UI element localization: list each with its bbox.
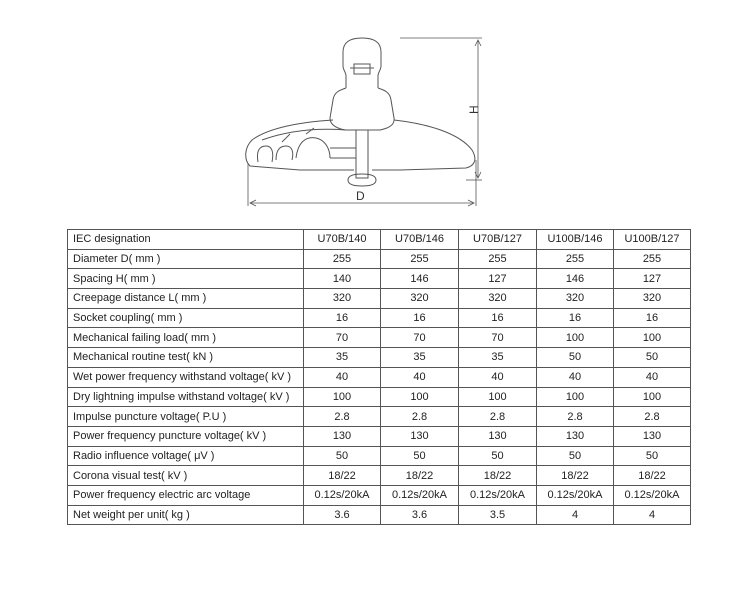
value-cell: 100	[459, 387, 537, 407]
value-cell: 130	[304, 426, 381, 446]
value-cell: 0.12s/20kA	[381, 485, 459, 505]
value-cell: 2.8	[614, 407, 691, 427]
value-cell: 2.8	[537, 407, 614, 427]
table-row	[68, 249, 691, 269]
value-cell: 40	[381, 367, 459, 387]
value-cell: 18/22	[459, 466, 537, 486]
table-row	[68, 348, 691, 368]
value-cell: 35	[304, 348, 381, 368]
value-cell: 255	[381, 249, 459, 269]
table-row	[68, 466, 691, 486]
value-cell: 18/22	[381, 466, 459, 486]
value-cell: 50	[537, 446, 614, 466]
value-cell: 3.5	[459, 505, 537, 525]
value-cell: 320	[381, 289, 459, 309]
model-header-cell: U70B/127	[459, 230, 537, 250]
value-cell: 50	[614, 348, 691, 368]
value-cell: 130	[614, 426, 691, 446]
model-header-cell: U100B/127	[614, 230, 691, 250]
height-dimension-label: H	[467, 105, 481, 114]
table-row	[68, 308, 691, 328]
row-label-cell: Wet power frequency withstand voltage( kV )	[68, 367, 304, 387]
diameter-dimension-label: D	[356, 189, 365, 203]
value-cell: 50	[614, 446, 691, 466]
cap-socket	[354, 64, 370, 74]
table-row	[68, 269, 691, 289]
value-cell: 127	[614, 269, 691, 289]
value-cell: 2.8	[459, 407, 537, 427]
value-cell: 16	[459, 308, 537, 328]
value-cell: 320	[459, 289, 537, 309]
table-row	[68, 426, 691, 446]
value-cell: 18/22	[537, 466, 614, 486]
table-row	[68, 328, 691, 348]
value-cell: 0.12s/20kA	[614, 485, 691, 505]
value-cell: 40	[459, 367, 537, 387]
table-row	[68, 485, 691, 505]
value-cell: 140	[304, 269, 381, 289]
value-cell: 35	[381, 348, 459, 368]
value-cell: 146	[381, 269, 459, 289]
value-cell: 0.12s/20kA	[537, 485, 614, 505]
value-cell: 16	[614, 308, 691, 328]
value-cell: 100	[614, 328, 691, 348]
row-label-cell: Radio influence voltage( μV )	[68, 446, 304, 466]
value-cell: 2.8	[304, 407, 381, 427]
row-label-cell: Mechanical failing load( mm )	[68, 328, 304, 348]
insulator-bell	[330, 88, 394, 130]
value-cell: 255	[459, 249, 537, 269]
value-cell: 70	[459, 328, 537, 348]
table-row	[68, 387, 691, 407]
value-cell: 50	[537, 348, 614, 368]
header-label-cell: IEC designation	[68, 230, 304, 250]
row-label-cell: Power frequency puncture voltage( kV )	[68, 426, 304, 446]
value-cell: 70	[304, 328, 381, 348]
value-cell: 18/22	[614, 466, 691, 486]
value-cell: 127	[459, 269, 537, 289]
insulator-pin	[356, 130, 368, 178]
row-label-cell: Mechanical routine test( kN )	[68, 348, 304, 368]
row-label-cell: Net weight per unit( kg )	[68, 505, 304, 525]
value-cell: 2.8	[381, 407, 459, 427]
model-header-cell: U70B/140	[304, 230, 381, 250]
value-cell: 3.6	[381, 505, 459, 525]
model-header-cell: U70B/146	[381, 230, 459, 250]
value-cell: 255	[537, 249, 614, 269]
table-row	[68, 289, 691, 309]
value-cell: 16	[537, 308, 614, 328]
value-cell: 320	[614, 289, 691, 309]
table-header-row	[68, 230, 691, 250]
value-cell: 4	[537, 505, 614, 525]
row-label-cell: Power frequency electric arc voltage	[68, 485, 304, 505]
row-label-cell: Socket coupling( mm )	[68, 308, 304, 328]
value-cell: 35	[459, 348, 537, 368]
value-cell: 255	[614, 249, 691, 269]
pin-ball	[348, 174, 376, 186]
table-row	[68, 407, 691, 427]
value-cell: 130	[537, 426, 614, 446]
row-label-cell: Impulse puncture voltage( P.U )	[68, 407, 304, 427]
insulator-cap	[343, 38, 381, 88]
value-cell: 40	[304, 367, 381, 387]
value-cell: 50	[459, 446, 537, 466]
value-cell: 100	[304, 387, 381, 407]
value-cell: 40	[614, 367, 691, 387]
table-row	[68, 505, 691, 525]
value-cell: 320	[304, 289, 381, 309]
value-cell: 40	[537, 367, 614, 387]
table-row	[68, 367, 691, 387]
value-cell: 100	[537, 387, 614, 407]
insulator-drawing	[0, 0, 750, 225]
insulator-shed	[246, 120, 475, 170]
shed-ribs	[257, 129, 346, 162]
value-cell: 130	[381, 426, 459, 446]
value-cell: 255	[304, 249, 381, 269]
value-cell: 3.6	[304, 505, 381, 525]
value-cell: 4	[614, 505, 691, 525]
value-cell: 320	[537, 289, 614, 309]
row-label-cell: Spacing H( mm )	[68, 269, 304, 289]
value-cell: 70	[381, 328, 459, 348]
value-cell: 16	[304, 308, 381, 328]
row-label-cell: Diameter D( mm )	[68, 249, 304, 269]
row-label-cell: Dry lightning impulse withstand voltage( kV )	[68, 387, 304, 407]
row-label-cell: Corona visual test( kV )	[68, 466, 304, 486]
value-cell: 50	[304, 446, 381, 466]
spec-table	[67, 229, 691, 525]
row-label-cell: Creepage distance L( mm )	[68, 289, 304, 309]
value-cell: 146	[537, 269, 614, 289]
value-cell: 0.12s/20kA	[304, 485, 381, 505]
value-cell: 100	[537, 328, 614, 348]
value-cell: 100	[614, 387, 691, 407]
value-cell: 50	[381, 446, 459, 466]
model-header-cell: U100B/146	[537, 230, 614, 250]
value-cell: 130	[459, 426, 537, 446]
table-row	[68, 446, 691, 466]
value-cell: 0.12s/20kA	[459, 485, 537, 505]
value-cell: 16	[381, 308, 459, 328]
value-cell: 100	[381, 387, 459, 407]
value-cell: 18/22	[304, 466, 381, 486]
